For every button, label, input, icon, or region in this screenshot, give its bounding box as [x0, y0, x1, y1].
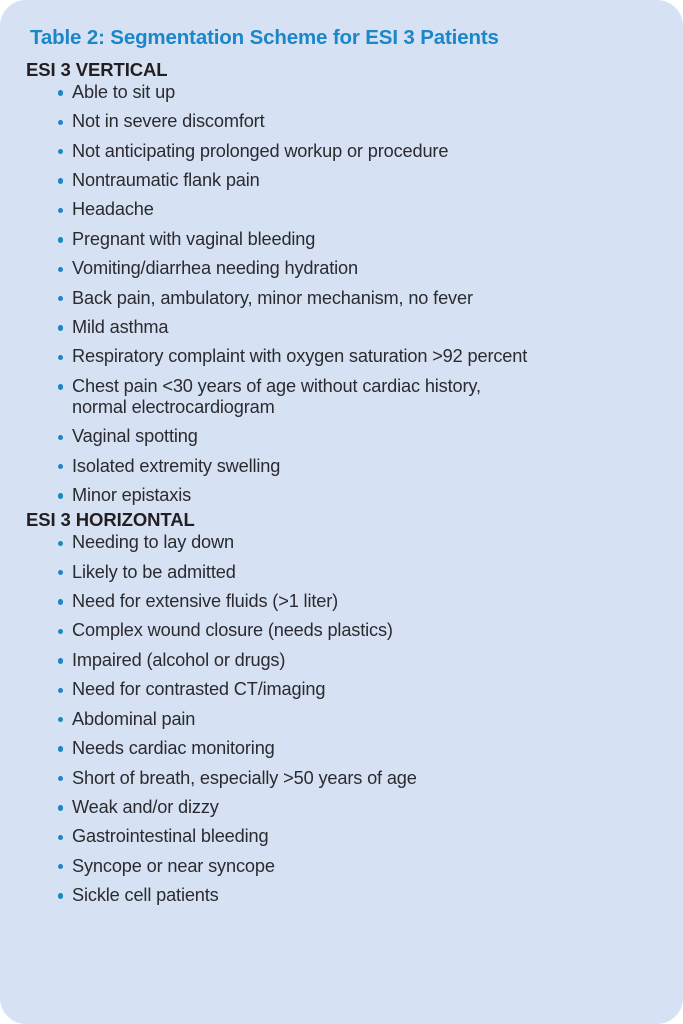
list-item-label: Vomiting/diarrhea needing hydration: [72, 258, 358, 279]
list-item-label: Needs cardiac monitoring: [72, 738, 275, 759]
list-item-label: Nontraumatic flank pain: [72, 169, 260, 190]
list-item-label: Not anticipating prolonged workup or procedure: [72, 140, 449, 161]
bullet-dot-icon: [58, 746, 63, 751]
list-item: [58, 170, 663, 191]
list-item-label: Sickle cell patients: [72, 885, 219, 906]
bullet-dot-icon: [58, 120, 63, 125]
bullet-dot-icon: [58, 237, 63, 242]
list-item: [58, 346, 663, 367]
list-item-label: Headache: [72, 199, 154, 220]
list-item-label: Likely to be admitted: [72, 561, 236, 582]
list-item-label: Complex wound closure (needs plastics): [72, 620, 393, 641]
bullet-dot-icon: [58, 149, 63, 154]
section-heading: ESI 3 HORIZONTAL: [26, 509, 195, 531]
page-title: Table 2: Segmentation Scheme for ESI 3 Patients: [30, 26, 499, 49]
list-item-label: Vaginal spotting: [72, 426, 198, 447]
bullet-dot-icon: [58, 717, 63, 722]
list-item: [58, 82, 663, 103]
list-item: [58, 532, 663, 553]
table-section: [24, 509, 663, 906]
list-item-label: Isolated extremity swelling: [72, 455, 281, 476]
list-item-label: Short of breath, especially >50 years of age: [72, 767, 417, 788]
bullet-dot-icon: [58, 384, 63, 389]
list-item: [58, 288, 663, 309]
bullet-dot-icon: [58, 493, 63, 498]
list-item: [58, 591, 663, 612]
bullet-dot-icon: [58, 805, 63, 810]
list-item-label: Abdominal pain: [72, 708, 196, 729]
list-item-label: Respiratory complaint with oxygen saturation >92 percent: [72, 346, 528, 367]
bullet-dot-icon: [58, 864, 63, 869]
list-item-label: Gastrointestinal bleeding: [72, 826, 269, 847]
bullet-dot-icon: [58, 325, 63, 330]
list-item-label: Chest pain <30 years of age without cardiac history,: [72, 375, 481, 396]
section-heading: ESI 3 VERTICAL: [26, 58, 168, 80]
bullet-dot-icon: [58, 464, 63, 469]
list-item-label: Able to sit up: [72, 81, 176, 102]
list-item-label: Syncope or near syncope: [72, 855, 275, 876]
sections-container: [24, 59, 663, 907]
list-item-label: Not in severe discomfort: [72, 111, 265, 132]
bullet-list: [24, 82, 663, 506]
list-item: [58, 650, 663, 671]
bullet-dot-icon: [58, 688, 63, 693]
bullet-dot-icon: [58, 893, 63, 898]
bullet-dot-icon: [58, 599, 63, 604]
list-item: [58, 768, 663, 789]
list-item-label: Weak and/or dizzy: [72, 796, 219, 817]
bullet-list: [24, 532, 663, 906]
list-item-label: Minor epistaxis: [72, 485, 192, 506]
bullet-dot-icon: [58, 267, 63, 272]
list-item-label: Need for extensive fluids (>1 liter): [72, 591, 339, 612]
list-item-label-continued: normal electrocardiogram: [72, 396, 275, 417]
list-item-label: Need for contrasted CT/imaging: [72, 679, 326, 700]
bullet-dot-icon: [58, 658, 63, 663]
bullet-dot-icon: [58, 835, 63, 840]
list-item: [58, 826, 663, 847]
bullet-dot-icon: [58, 178, 63, 183]
list-item: [58, 426, 663, 447]
list-item: [58, 856, 663, 877]
bullet-dot-icon: [58, 355, 63, 360]
list-item: [58, 797, 663, 818]
list-item: [58, 317, 663, 338]
bullet-dot-icon: [58, 90, 63, 95]
list-item: [58, 620, 663, 641]
list-item: [58, 485, 663, 506]
bullet-dot-icon: [58, 541, 63, 546]
bullet-dot-icon: [58, 570, 63, 575]
list-item: [58, 141, 663, 162]
list-item: [58, 738, 663, 759]
bullet-dot-icon: [58, 296, 63, 301]
list-item: [58, 456, 663, 477]
bullet-dot-icon: [58, 435, 63, 440]
table-section: [24, 59, 663, 507]
bullet-dot-icon: [58, 208, 63, 213]
list-item-label: Impaired (alcohol or drugs): [72, 649, 286, 670]
list-item: [58, 229, 663, 250]
bullet-dot-icon: [58, 629, 63, 634]
list-item-label: Needing to lay down: [72, 532, 234, 553]
list-item: [58, 709, 663, 730]
list-item-label: Back pain, ambulatory, minor mechanism, no fever: [72, 287, 473, 308]
list-item: [58, 199, 663, 220]
list-item: [58, 376, 663, 418]
bullet-dot-icon: [58, 776, 63, 781]
list-item-label: Pregnant with vaginal bleeding: [72, 228, 316, 249]
list-item-label: Mild asthma: [72, 317, 169, 337]
list-item: [58, 885, 663, 906]
list-item: [58, 679, 663, 700]
list-item: [58, 562, 663, 583]
list-item: [58, 258, 663, 279]
list-item: [58, 111, 663, 132]
